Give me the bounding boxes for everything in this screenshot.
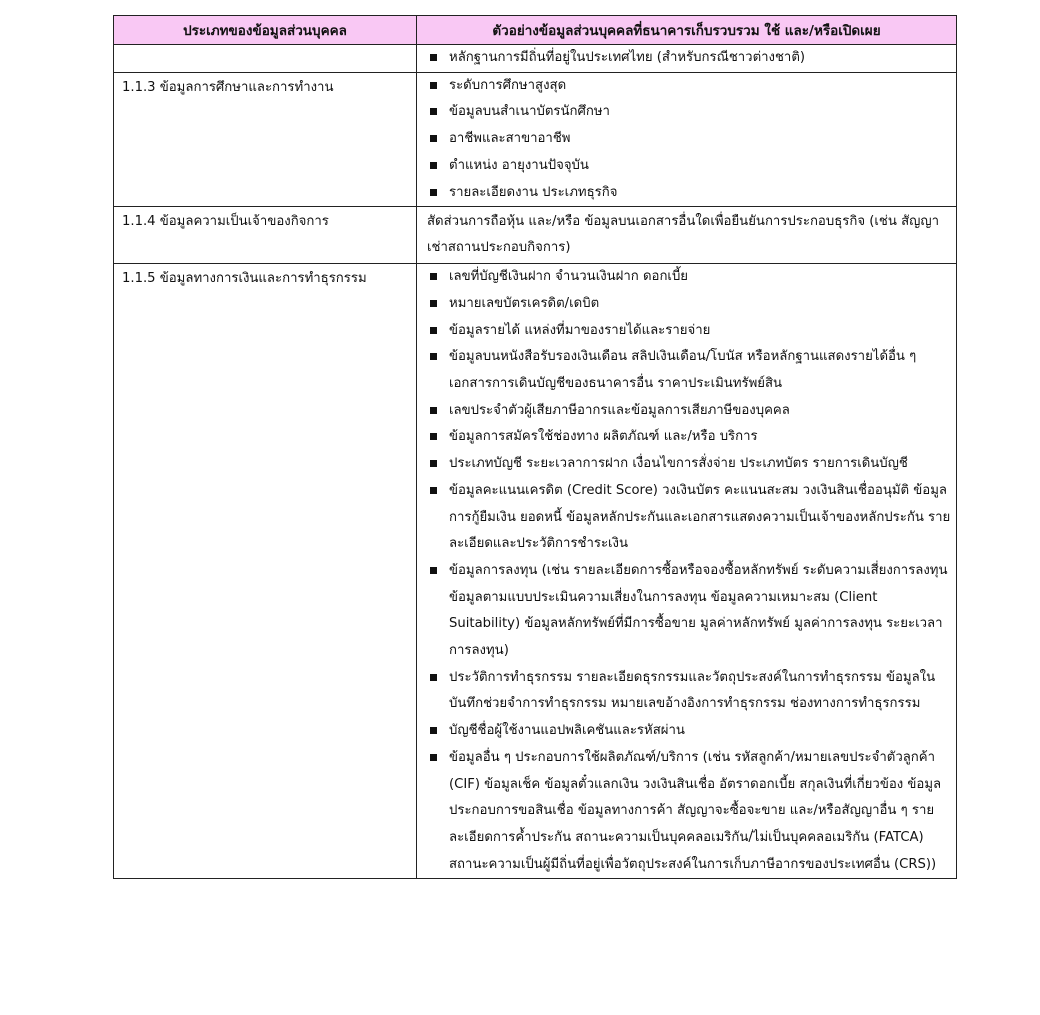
list-item — [427, 745, 952, 879]
square-bullet-icon — [430, 407, 437, 414]
list-item-text: ตำแหน่ง อายุงานปัจจุบัน — [449, 157, 589, 173]
list-item — [427, 318, 952, 345]
list-item — [427, 344, 952, 397]
square-bullet-icon — [430, 273, 437, 280]
category-cell: 1.1.3 ข้อมูลการศึกษาและการทำงาน — [114, 72, 417, 207]
square-bullet-icon — [430, 327, 437, 334]
list-item-text: ข้อมูลอื่น ๆ ประกอบการใช้ผลิตภัณฑ์/บริการ (เช่น รหัสลูกค้า/หมายเลขประจำตัวลูกค้า (CIF) ข้อมูลเช็ค ข้อมูลตั๋วแลกเงิน วงเงินสินเชื่อ อัตราดอกเบี้ย สกุลเงินที่เกี่ยวข้อง ข้อมูลประกอบการขอสินเชื่อ ข้อมูลทางการค้า สัญญาจะซื้อจะขาย และ/หรือสัญญาอื่น ๆ รายละเอียดการค้ำประกัน สถานะความเป็นบุคคลอเมริกัน/ไม่เป็นบุคคลอเมริกัน (FATCA) สถานะความเป็นผู้มีถิ่นที่อยู่เพื่อวัตถุประสงค์ในการเก็บภาษีอากรของประเทศอื่น (CRS)) — [449, 749, 942, 872]
square-bullet-icon — [430, 727, 437, 734]
list-item — [427, 153, 952, 180]
square-bullet-icon — [430, 487, 437, 494]
square-bullet-icon — [430, 460, 437, 467]
square-bullet-icon — [430, 108, 437, 115]
square-bullet-icon — [430, 433, 437, 440]
list-item — [427, 424, 952, 451]
list-item-text: รายละเอียดงาน ประเภทธุรกิจ — [449, 184, 618, 200]
square-bullet-icon — [430, 82, 437, 89]
square-bullet-icon — [430, 162, 437, 169]
square-bullet-icon — [430, 674, 437, 681]
examples-cell — [417, 207, 957, 264]
list-item — [427, 126, 952, 153]
list-item-text: ข้อมูลรายได้ แหล่งที่มาของรายได้และรายจ่าย — [449, 322, 711, 338]
list-item-text: ข้อมูลบนสำเนาบัตรนักศึกษา — [449, 104, 610, 120]
list-item — [427, 398, 952, 425]
square-bullet-icon — [430, 300, 437, 307]
list-item — [427, 73, 952, 100]
examples-cell — [417, 264, 957, 879]
table-row — [114, 72, 957, 207]
list-item-text: ประวัติการทำธุรกรรม รายละเอียดธุรกรรมและวัตถุประสงค์ในการทำธุรกรรม ข้อมูลในบันทึกช่วยจำการทำธุรกรรม หมายเลขอ้างอิงการทำธุรกรรม ช่องทางการทำธุรกรรม — [449, 669, 936, 712]
list-item — [427, 99, 952, 126]
examples-cell — [417, 72, 957, 207]
category-cell: 1.1.4 ข้อมูลความเป็นเจ้าของกิจการ — [114, 207, 417, 264]
list-item — [427, 558, 952, 665]
category-cell: 1.1.5 ข้อมูลทางการเงินและการทำธุรกรรม — [114, 264, 417, 879]
examples-cell — [417, 45, 957, 73]
table-header-row — [114, 16, 957, 45]
list-item — [427, 264, 952, 291]
category-cell-empty — [114, 45, 417, 73]
list-item-text: อาชีพและสาขาอาชีพ — [449, 131, 571, 147]
square-bullet-icon — [430, 135, 437, 142]
header-data-examples: ตัวอย่างข้อมูลส่วนบุคคลที่ธนาคารเก็บรวบรวม ใช้ และ/หรือเปิดเผย — [417, 16, 957, 45]
square-bullet-icon — [430, 54, 437, 61]
table-row — [114, 207, 957, 264]
list-item-text: ข้อมูลการสมัครใช้ช่องทาง ผลิตภัณฑ์ และ/หรือ บริการ — [449, 429, 758, 445]
list-item-text: หมายเลขบัตรเครดิต/เดบิต — [449, 295, 600, 311]
list-item-text: เลขที่บัญชีเงินฝาก จำนวนเงินฝาก ดอกเบี้ย — [449, 269, 689, 285]
examples-text: สัดส่วนการถือหุ้น และ/หรือ ข้อมูลบนเอกสารอื่นใดเพื่อยืนยันการประกอบธุรกิจ (เช่น สัญญาเช่าสถานประกอบกิจการ) — [427, 214, 940, 256]
table-row — [114, 264, 957, 879]
square-bullet-icon — [430, 189, 437, 196]
square-bullet-icon — [430, 353, 437, 360]
list-item — [427, 451, 952, 478]
list-item — [427, 478, 952, 558]
list-item — [427, 665, 952, 718]
list-item — [427, 718, 952, 745]
header-data-type: ประเภทของข้อมูลส่วนบุคคล — [114, 16, 417, 45]
list-item-text: ข้อมูลคะแนนเครดิต (Credit Score) วงเงินบัตร คะแนนสะสม วงเงินสินเชื่ออนุมัติ ข้อมูลการกู้ยืมเงิน ยอดหนี้ ข้อมูลหลักประกันและเอกสารแสดงความเป็นเจ้าของหลักประกัน รายละเอียดและประวัติการชำระเงิน — [449, 482, 951, 552]
list-item-text: หลักฐานการมีถิ่นที่อยู่ในประเทศไทย (สำหรับกรณีชาวต่างชาติ) — [449, 50, 806, 65]
personal-data-table — [113, 15, 957, 879]
list-item — [427, 45, 952, 72]
list-item-text: เลขประจำตัวผู้เสียภาษีอากรและข้อมูลการเสียภาษีของบุคคล — [449, 402, 790, 418]
list-item-text: ประเภทบัญชี ระยะเวลาการฝาก เงื่อนไขการสั่งจ่าย ประเภทบัตร รายการเดินบัญชี — [449, 456, 908, 472]
list-item — [427, 291, 952, 318]
square-bullet-icon — [430, 754, 437, 761]
list-item-text: ข้อมูลบนหนังสือรับรองเงินเดือน สลิปเงินเดือน/โบนัส หรือหลักฐานแสดงรายได้อื่น ๆ เอกสารการเดินบัญชีของธนาคารอื่น ราคาประเมินทรัพย์สิน — [449, 349, 917, 392]
list-item — [427, 180, 952, 207]
table-row — [114, 45, 957, 73]
list-item-text: ข้อมูลการลงทุน (เช่น รายละเอียดการซื้อหรือจองซื้อหลักทรัพย์ ระดับความเสี่ยงการลงทุน ข้อมูลตามแบบประเมินความเสี่ยงในการลงทุน ข้อมูลความเหมาะสม (Client Suitability) ข้อมูลหลักทรัพย์ที่มีการซื้อขาย มูลค่าหลักทรัพย์ มูลค่าการลงทุน ระยะเวลาการลงทุน) — [449, 562, 948, 659]
square-bullet-icon — [430, 567, 437, 574]
list-item-text: ระดับการศึกษาสูงสุด — [449, 77, 567, 93]
list-item-text: บัญชีชื่อผู้ใช้งานแอปพลิเคชันและรหัสผ่าน — [449, 723, 685, 739]
